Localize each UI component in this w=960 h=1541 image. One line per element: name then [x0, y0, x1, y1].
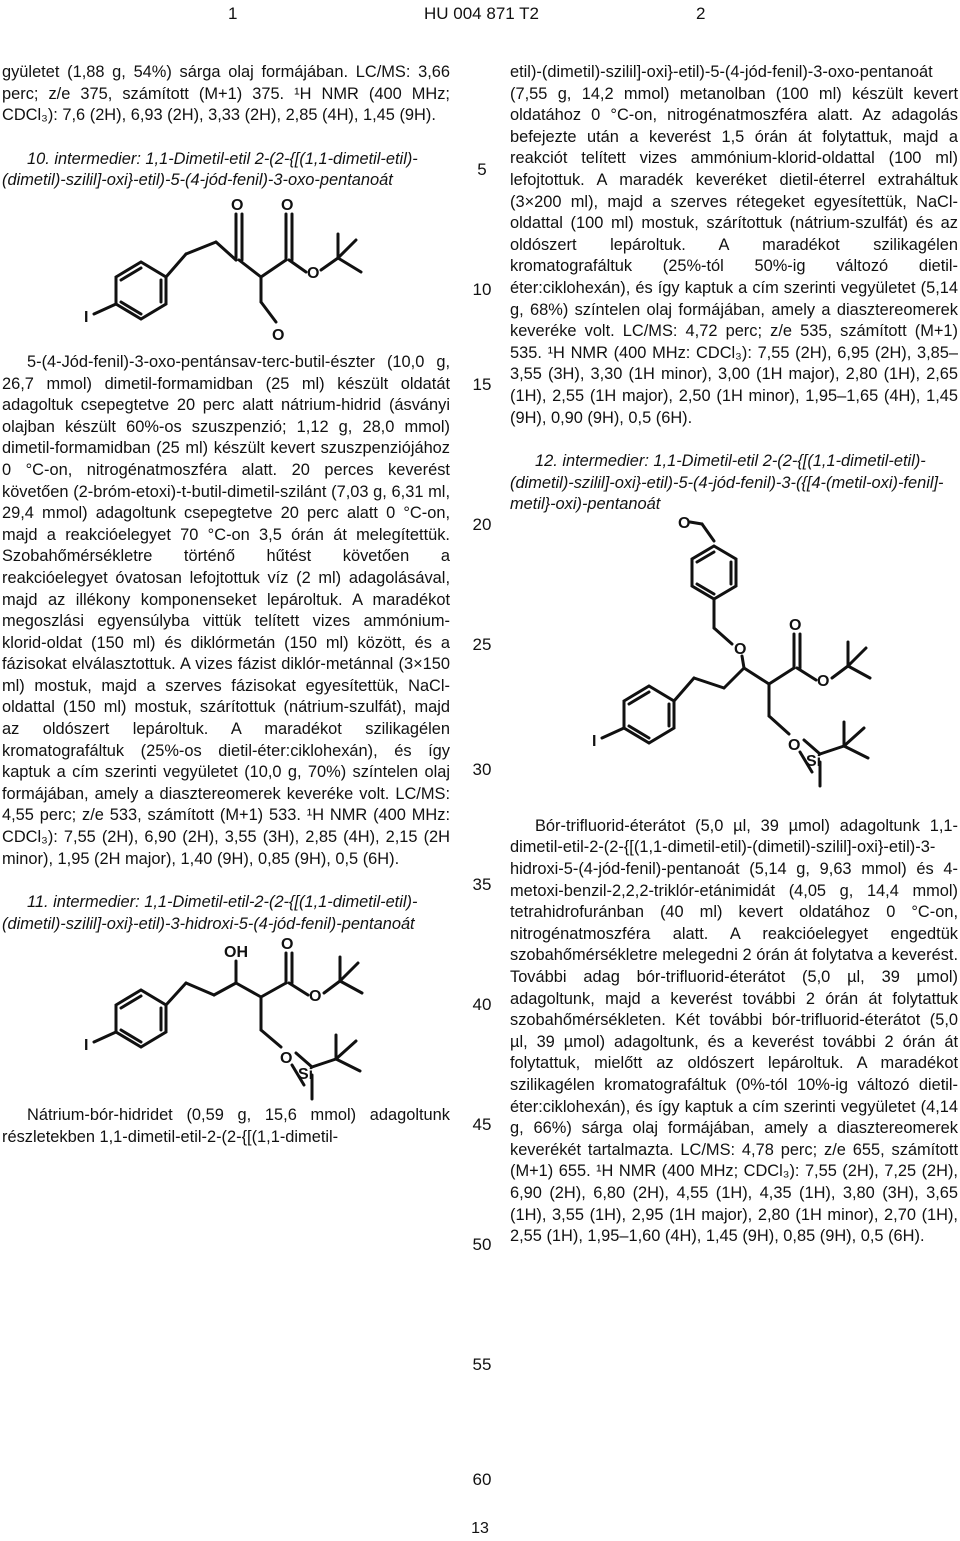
intermediate-11-heading: 11. intermedier: 1,1-Dimetil-etil-2-(2-{[(1,1-dimetil-etil)-(dimetil)-szilil]-oxi}-etil)-3-hidroxi-5-(4-jód-fenil)-pentanoát	[2, 893, 418, 933]
structure-intermediate-10	[76, 192, 376, 352]
paragraph: Bór-trifluorid-éterátot (5,0 µl, 39 µmol) adagoltunk 1,1-dimetil-etil-2-(2-{[(1,1-dimetil-etil)-(dimetil)-szilil]-oxi}-etil)-3-hidroxi-5-(4-jód-fenil)-pentanoát (5,14 g, 9,63 mmol) és 4-metoxi-benzil-2,2,2-triklór-etánimidát (4,05 g, 14,4 mmol) tetrahidrofuránban (40 ml) kevert oldatához 0 °C-on, nitrogénatmoszféra alatt. A reakcióelegyet engedtük szobahőmérsékletre melegedni 2 órán át folytatva a keverést. További adag bór-trifluorid-éterátot (5,0 µl, 39 µmol) adagoltunk, majd a keverést további 2 órán át folytattuk szobahőmérsékleten. Két további bór-trifluorid-éterátot (5,0 µl, 39 µmol) adagoltunk, és a keverést további 2 órán át folytattuk, mielőtt az oldószert lepároltuk. A maradékot szilikagélen kromatografáltuk (0%-tól 10%-ig változó dietil-éter:ciklohexán), és így kaptuk a cím szerinti vegyületet (4,14 g, 66%) sárga olaj formájában, amely a diasztereomerek keverékét tartalmazta. LC/MS: 4,78 perc; z/e 655, számított (M+1) 655. ¹H NMR (400 MHz; CDCl₃): 7,55 (2H), 7,25 (2H), 6,90 (2H), 6,80 (2H), 4,55 (1H), 4,35 (1H), 3,80 (3H), 3,65 (1H), 3,55 (1H), 2,95 (1H major), 2,80 (1H minor), 2,70 (1H), 2,55 (1H), 1,95–1,60 (4H), 1,45 (9H), 0,85 (9H), 0,5 (6H).	[510, 816, 958, 1246]
svg-text:O: O	[678, 515, 691, 532]
left-column	[2, 62, 450, 1149]
right-column	[510, 62, 958, 1248]
paragraph: etil)-(dimetil)-szilil]-oxi}-etil)-5-(4-jód-fenil)-3-oxo-pentanoát (7,55 g, 14,2 mmol) metanolban (100 ml) készült kevert oldatához 0 °C-on, nitrogénatmoszféra alatt. Az adagolás befejezte után a keverést 1,5 órán át folytattuk, majd a reakciót telített vizes ammónium-klorid-oldattal (100 ml) lefojtottuk. A maradék keveréket dietil-éterrel extraháltuk (3×200 ml), majd a szerves rétegeket egyesítettük, NaCl-oldattal (100 ml) mostuk, szárítottuk (nátrium-szulfát) és az oldószert lepároltuk. A maradékot szilikagélen kromatografáltuk (25%-tól 50%-ig változó dietil-éter:ciklohexán), és így kaptuk a cím szerinti vegyületet (5,14 g, 68%) színtelen olaj formájában, amely a diasztereomerek keveréke volt. LC/MS: 4,72 perc; z/e 535, számított (M+1) 535. ¹H NMR (400 MHz: CDCl₃): 7,55 (2H), 6,95 (2H), 3,85–3,55 (3H), 3,30 (1H minor), 3,00 (1H major), 2,80 (1H), 2,65 (1H), 2,55 (1H major), 2,50 (1H minor), 1,95–1,65 (4H), 1,45 (9H), 0,90 (9H), 0,5 (6H).	[510, 63, 958, 427]
svg-text:O: O	[789, 616, 802, 634]
svg-text:Si: Si	[298, 1066, 314, 1084]
svg-text:I: I	[84, 308, 89, 326]
svg-text:O: O	[281, 936, 294, 954]
svg-text:O: O	[307, 264, 320, 282]
paragraph: Nátrium-bór-hidridet (0,59 g, 15,6 mmol) adagoltunk részletekben 1,1-dimetil-etil-2-(2-{[(1,1-dimetil-	[2, 1106, 450, 1146]
page-header	[0, 4, 960, 26]
page-footer: 13	[471, 1520, 489, 1537]
svg-text:OH: OH	[224, 944, 248, 962]
svg-text:O: O	[309, 988, 322, 1006]
svg-text:O: O	[788, 736, 801, 754]
svg-text:O: O	[280, 1050, 293, 1068]
structure-intermediate-12	[584, 516, 884, 816]
paragraph: 5-(4-Jód-fenil)-3-oxo-pentánsav-terc-butil-észter (10,0 g, 26,7 mmol) dimetil-formamidban (25 ml) készült oldatát adagoltuk csepegtetve 20 perc alatt nátrium-hidrid (ásványi olajban készült 60%-os szuszpenzió; 1,12 g, 28,0 mmol) dimetil-formamidban (25 ml) készült kevert szuszpenziójához 0 °C-on, nitrogénatmoszféra alatt. 20 perces keverést követően (2-bróm-etoxi)-t-butil-dimetil-szilánt (7,03 g, 6,31 ml, 29,4 mmol) adagoltunk csepegtetve 20 perc alatt 0 °C-on, majd a reakcióelegyet 70 °C-on 3,5 órán át melegítettük. Szobahőmérsékletre történő hűtést követően a reakcióelegyet óvatosan lefojtottuk víz (2 ml) adagolásával, majd az illékony komponenseket lepároltuk. A maradékot megoszlási egyensúlyba vittük telített vizes ammónium-klorid-oldat (150 ml) és diklórmetán (150 ml) között, és a fázisokat elválasztottuk. A vizes fázist diklór-metánnal (3×150 ml) mostuk, majd a szerves fázisokat egyesítettük, NaCl-oldattal (150 ml) mostuk, szárítottuk (nátrium-szulfát), majd az oldószert lepároltuk. A maradékot szilikagélen kromatografáltuk (25%-os dietil-éter:ciklohexán), és így kaptuk a cím szerinti vegyületet (10,0 g, 70%) színtelen olaj formájában, amely a diasztereomerek keveréke volt. LC/MS: 4,55 perc; z/e 533, számított (M+1) 533. ¹H NMR (400 MHz: CDCl₃): 7,55 (2H), 6,90 (2H), 3,55 (3H), 2,85 (4H), 2,15 (2H minor), 1,95 (2H major), 1,40 (9H), 0,85 (9H), 0,5 (6H).	[2, 352, 450, 868]
svg-text:O: O	[734, 640, 747, 658]
structure-intermediate-11	[76, 935, 376, 1105]
document-id: HU 004 871 T2	[424, 4, 539, 23]
svg-text:I: I	[84, 1037, 89, 1055]
intermediate-12-heading: 12. intermedier: 1,1-Dimetil-etil 2-(2-{[(1,1-dimetil-etil)-(dimetil)-szilil]-oxi}-etil)-5-(4-jód-fenil)-3-({[4-(metil-oxi)-fenil]-metil}-oxi)-pentanoát	[510, 452, 944, 514]
svg-text:O: O	[231, 196, 244, 214]
paragraph: gyületet (1,88 g, 54%) sárga olaj formájában. LC/MS: 3,66 perc; z/e 375, számított (M+1) 375. ¹H NMR (400 MHz; CDCl₃): 7,6 (2H), 6,93 (2H), 3,33 (2H), 2,85 (4H), 1,45 (9H).	[2, 63, 450, 125]
svg-text:O: O	[272, 326, 285, 344]
intermediate-10-heading: 10. intermedier: 1,1-Dimetil-etil 2-(2-{[(1,1-dimetil-etil)-(dimetil)-szilil]-oxi}-etil)-5-(4-jód-fenil)-3-oxo-pentanoát	[2, 149, 418, 190]
svg-text:I: I	[592, 732, 597, 750]
svg-text:O: O	[281, 196, 294, 214]
page-number-left: 1	[228, 4, 238, 23]
page-number-right: 2	[696, 4, 706, 23]
svg-text:O: O	[817, 672, 830, 690]
svg-text:Si: Si	[806, 752, 822, 770]
